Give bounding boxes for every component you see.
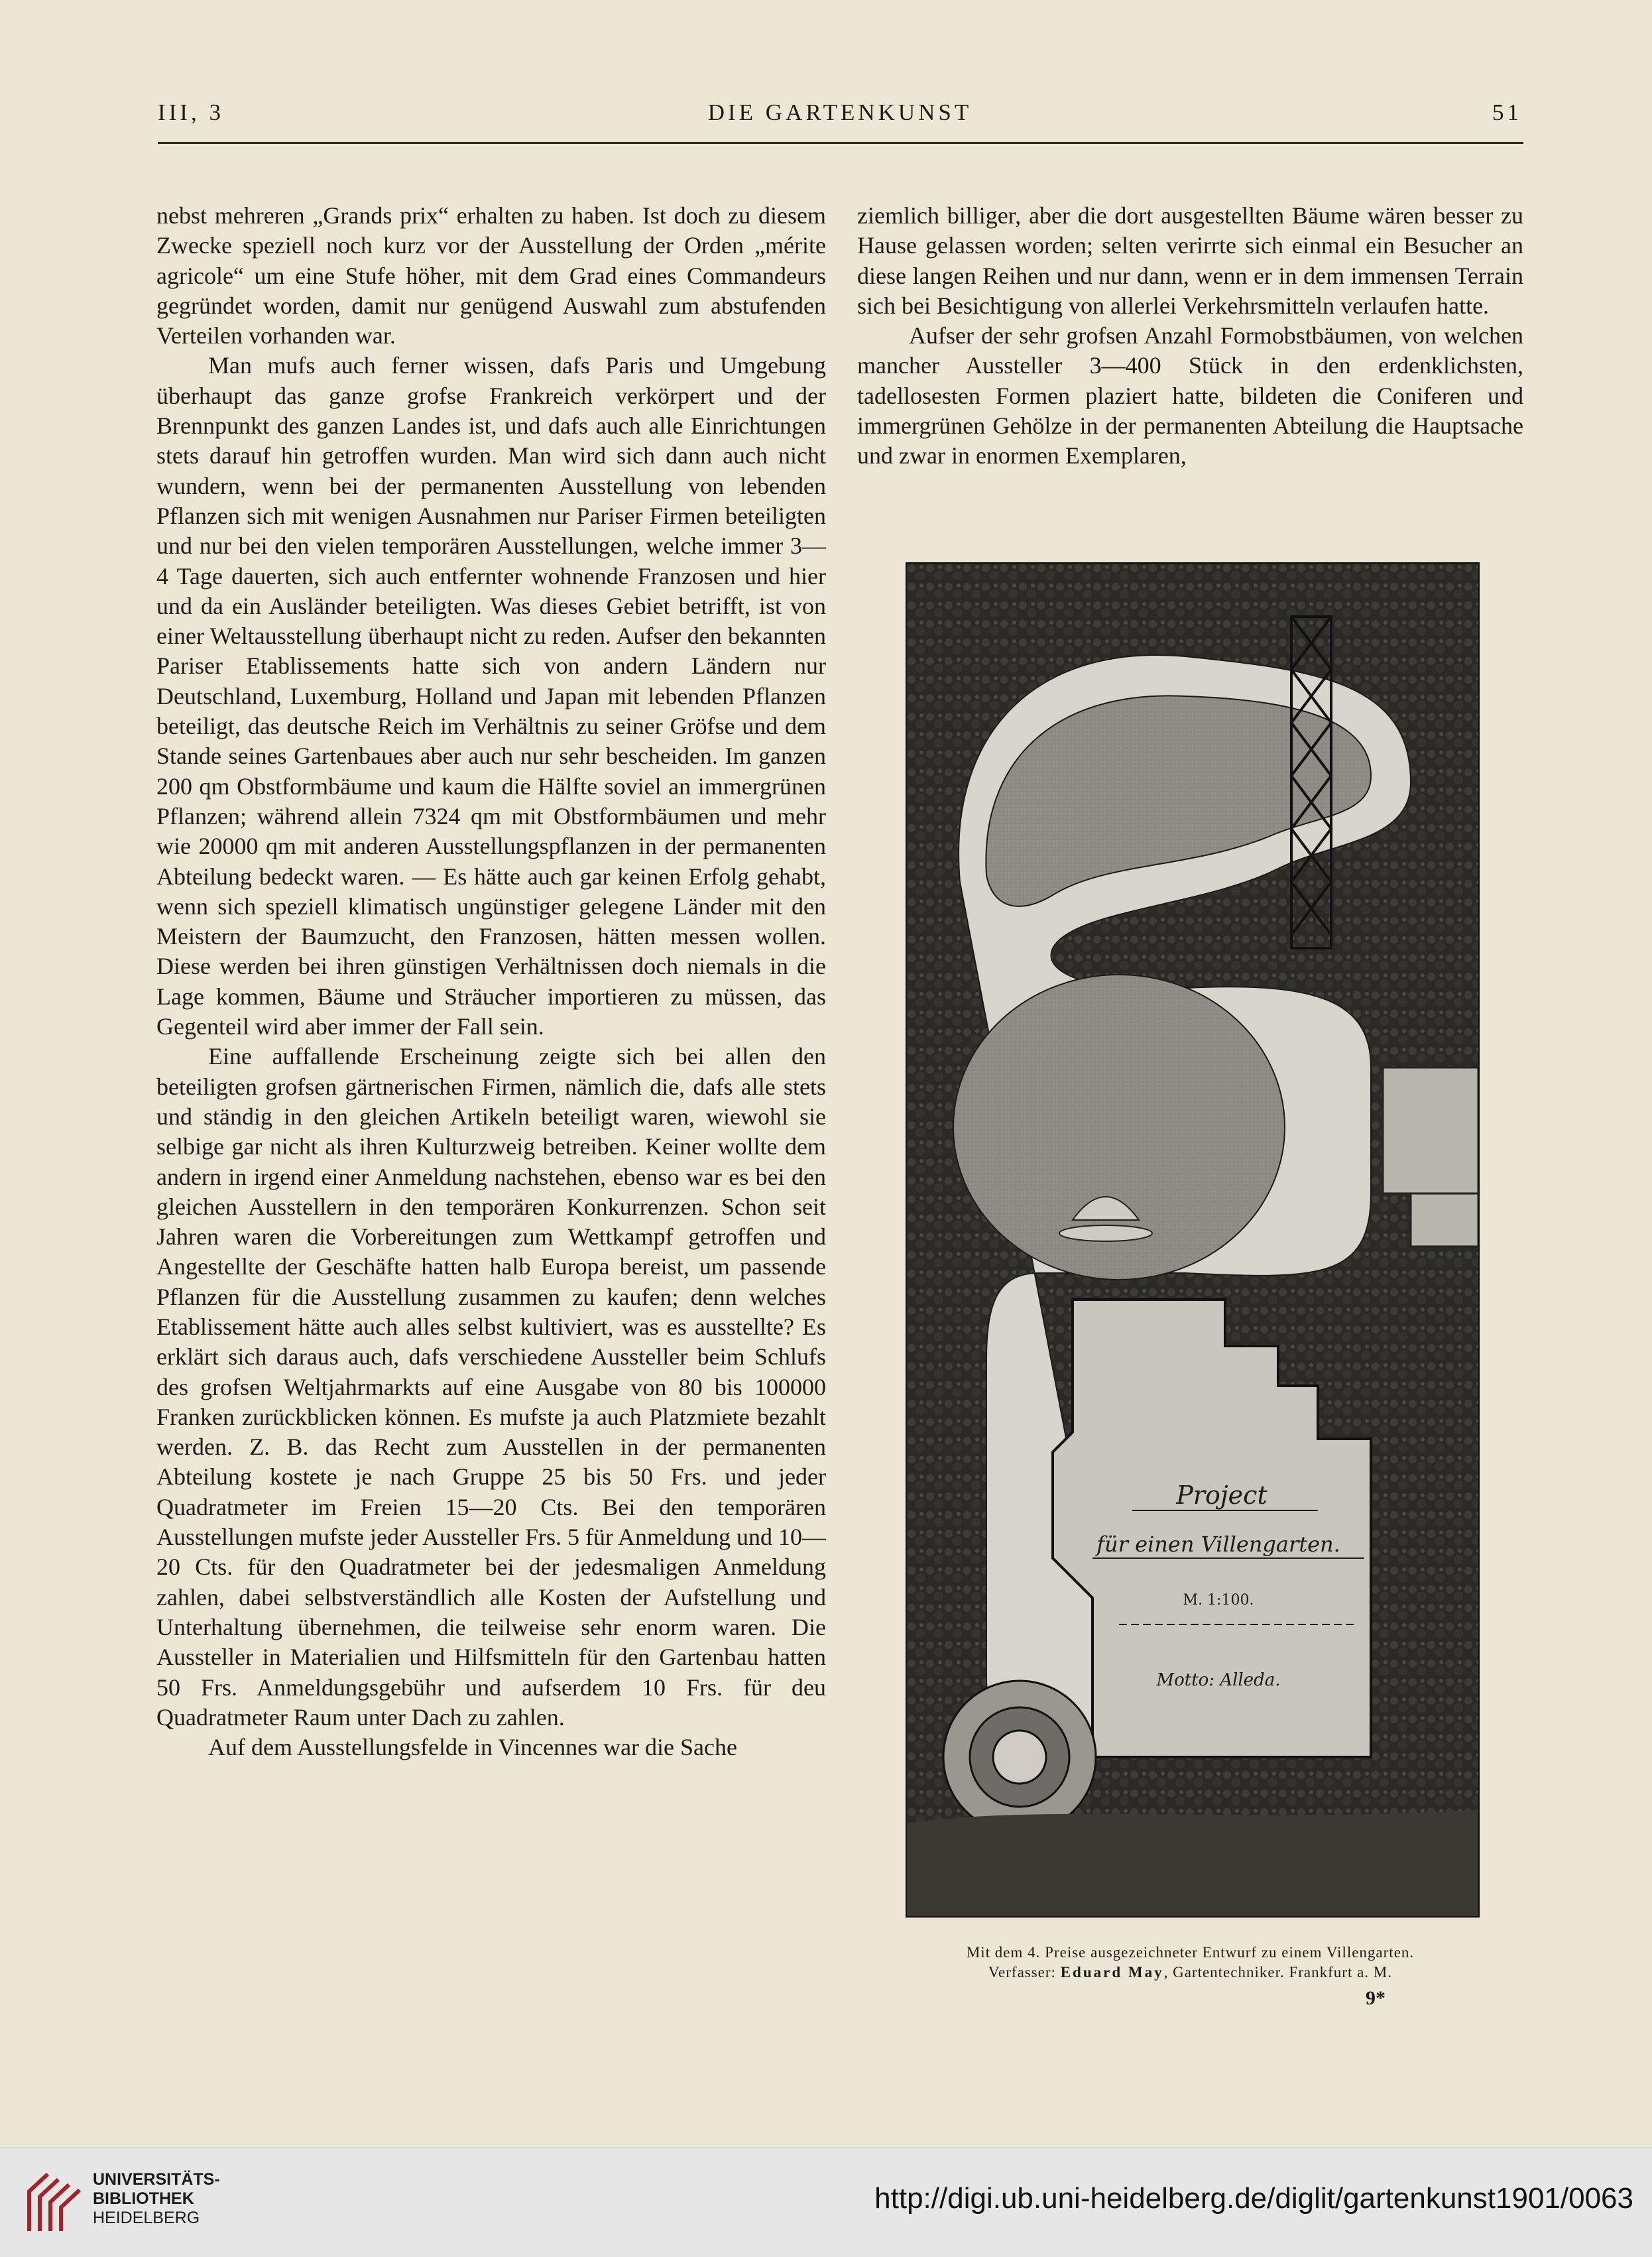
running-header [158,99,1522,133]
signature-mark: 9* [1366,1987,1386,2009]
library-line-3: HEIDELBERG [93,2209,200,2227]
plan-scale: M. 1:100. [1183,1592,1254,1609]
paragraph: ziemlich billiger, aber die dort ausgestellten Bäume wären besser zu Hause gelassen worden; selten verirrte sich einmal ein Besucher an diese langen Reihen und nur dann, wenn er in dem immensen Terrain sich bei Besichtigung von allerlei Verkehrsmitteln verlaufen hatte. [857,202,1523,319]
right-text-column [857,201,1523,471]
footer-bar [0,2147,1652,2257]
left-text-column [156,201,826,1762]
header-page-number: 51 [1492,99,1522,125]
library-line-2: BIBLIOTHEK [93,2189,194,2208]
library-line-1: UNIVERSITÄTS- [93,2170,220,2189]
figure-caption [857,1943,1523,1982]
plan-title: Project [1176,1481,1268,1510]
caption-suffix: , Gartentechniker. Frankfurt a. M. [1163,1964,1392,1981]
paragraph: Auf dem Ausstellungsfelde in Vincennes war die Sache [208,1734,737,1761]
plan-motto: Motto: Alleda. [1156,1670,1281,1690]
header-volume: III, 3 [158,99,224,125]
garden-plan-figure [906,562,1480,1918]
paragraph: nebst mehreren „Grands prix“ erhalten zu haben. Ist doch zu diesem Zwecke speziell noch kurz vor der Ausstellung der Orden „mérite agricole“ um eine Stufe höher, mit dem Grad eines Commandeurs gegründet worden, damit nur genügend Auswahl zum abstufenden Verteilen vorhanden war. [156,202,826,349]
library-name [93,2170,220,2228]
caption-line-2 [857,1963,1523,1982]
permalink-url[interactable]: http://digi.ub.uni-heidelberg.de/diglit/gartenkunst1901/0063 [874,2182,1633,2215]
header-journal-title: DIE GARTENKUNST [707,99,973,125]
paragraph: Man mufs auch ferner wissen, dafs Paris und Umgebung überhaupt das ganze grofse Frankreich verkörpert und der Brennpunkt des ganzen Landes ist, und dafs auch alle Einrichtungen stets darauf hin getroffen wurden. Man wird sich dann auch nicht wundern, wenn bei der permanenten Ausstellung von lebenden Pflanzen sich mit wenigen Ausnahmen nur Pariser Firmen beteiligten und nur bei den vielen temporären Ausstellungen, welche immer 3—4 Tage dauerten, sich auch entfernter wohnende Franzosen und hier und da ein Ausländer beteiligten. Was dieses Gebiet betrifft, ist von einer Weltausstellung überhaupt nicht zu reden. Aufser den bekannten Pariser Etablissements hatte sich von andern Ländern nur Deutschland, Luxemburg, Holland und Japan mit lebenden Pflanzen beteiligt, das deutsche Reich im Verhältnis zu seiner Gröfse und dem Stande seines Gartenbaues aber auch nur sehr bescheiden. Im ganzen 200 qm Obstformbäume und kaum die Hälfte soviel an immergrünen Pflanzen; während allein 7324 qm mit Obstformbäumen und mehr wie 20000 qm mit anderen Ausstellungspflanzen in der permanenten Abteilung bedeckt waren. — Es hätte auch gar keinen Erfolg gehabt, wenn sich speziell klimatisch ungünstiger gelegene Länder mit den Meistern der Baumzucht, den Franzosen, hätten messen wollen. Diese werden bei ihren günstigen Verhältnissen doch niemals in die Lage kommen, Bäume und Sträucher importieren zu müssen, das Gegenteil wird aber immer der Fall sein. [156,352,826,1040]
library-logo-icon [21,2165,88,2238]
caption-prefix: Verfasser: [988,1964,1061,1981]
header-rule [158,142,1523,144]
paragraph: Aufser der sehr grofsen Anzahl Formobstbäumen, von welchen mancher Aussteller 3—400 Stück in den erdenklichsten, tadellosesten Formen plaziert hatte, bildeten die Coniferen und immergrünen Gehölze in der permanenten Abteilung die Hauptsache und zwar in enormen Exemplaren, [857,322,1523,469]
caption-author: Eduard May [1060,1964,1164,1981]
garden-plan-drawing [907,564,1478,1916]
paragraph: Eine auffallende Erscheinung zeigte sich bei allen den beteiligten grofsen gärtnerischen Firmen, nämlich die, dafs alle stets und ständig in den gleichen Artikeln beteiligt waren, wiewohl sie selbige gar nicht als ihren Kulturzweig betreiben. Keiner wollte dem andern in irgend einer Anmeldung nachstehen, ebenso war es bei den gleichen Ausstellern in den temporären Konkurrenzen. Schon seit Jahren waren die Vorbereitungen zum Wettkampf getroffen und Angestellte der Geschäfte hatten halb Europa bereist, um passende Pflanzen für die Ausstellung zusammen zu kaufen; denn welches Etablissement hätte auch alles selbst kultiviert, was es ausstellte? Es erklärt sich daraus auch, dafs verschiedene Aussteller beim Schlufs des grofsen Weltjahrmarkts auf eine Ausgabe von 80 bis 100000 Franken zurückblicken können. Es mufste ja auch Platzmiete bezahlt werden. Z. B. das Recht zum Ausstellen in der permanenten Abteilung kostete je nach Gruppe 25 bis 50 Frs. und jeder Quadratmeter im Freien 15—20 Cts. Bei den temporären Ausstellungen mufste jeder Aussteller Frs. 5 für Anmeldung und 10—20 Cts. für den Quadratmeter bei der jedesmaligen Anmeldung zahlen, dabei selbstverständlich alle Kosten der Aufstellung und Unterhaltung übernehmen, die teilweise sehr enorm waren. Die Aussteller in Materialien und Hilfsmitteln für den Gartenbau hatten 50 Frs. Anmeldungsgebühr und aufserdem 10 Frs. für deu Quadratmeter Raum unter Dach zu zahlen. [156,1043,826,1731]
plan-subtitle: für einen Villengarten. [1096,1532,1340,1557]
caption-line-1: Mit dem 4. Preise ausgezeichneter Entwurf zu einem Villengarten. [966,1944,1415,1961]
